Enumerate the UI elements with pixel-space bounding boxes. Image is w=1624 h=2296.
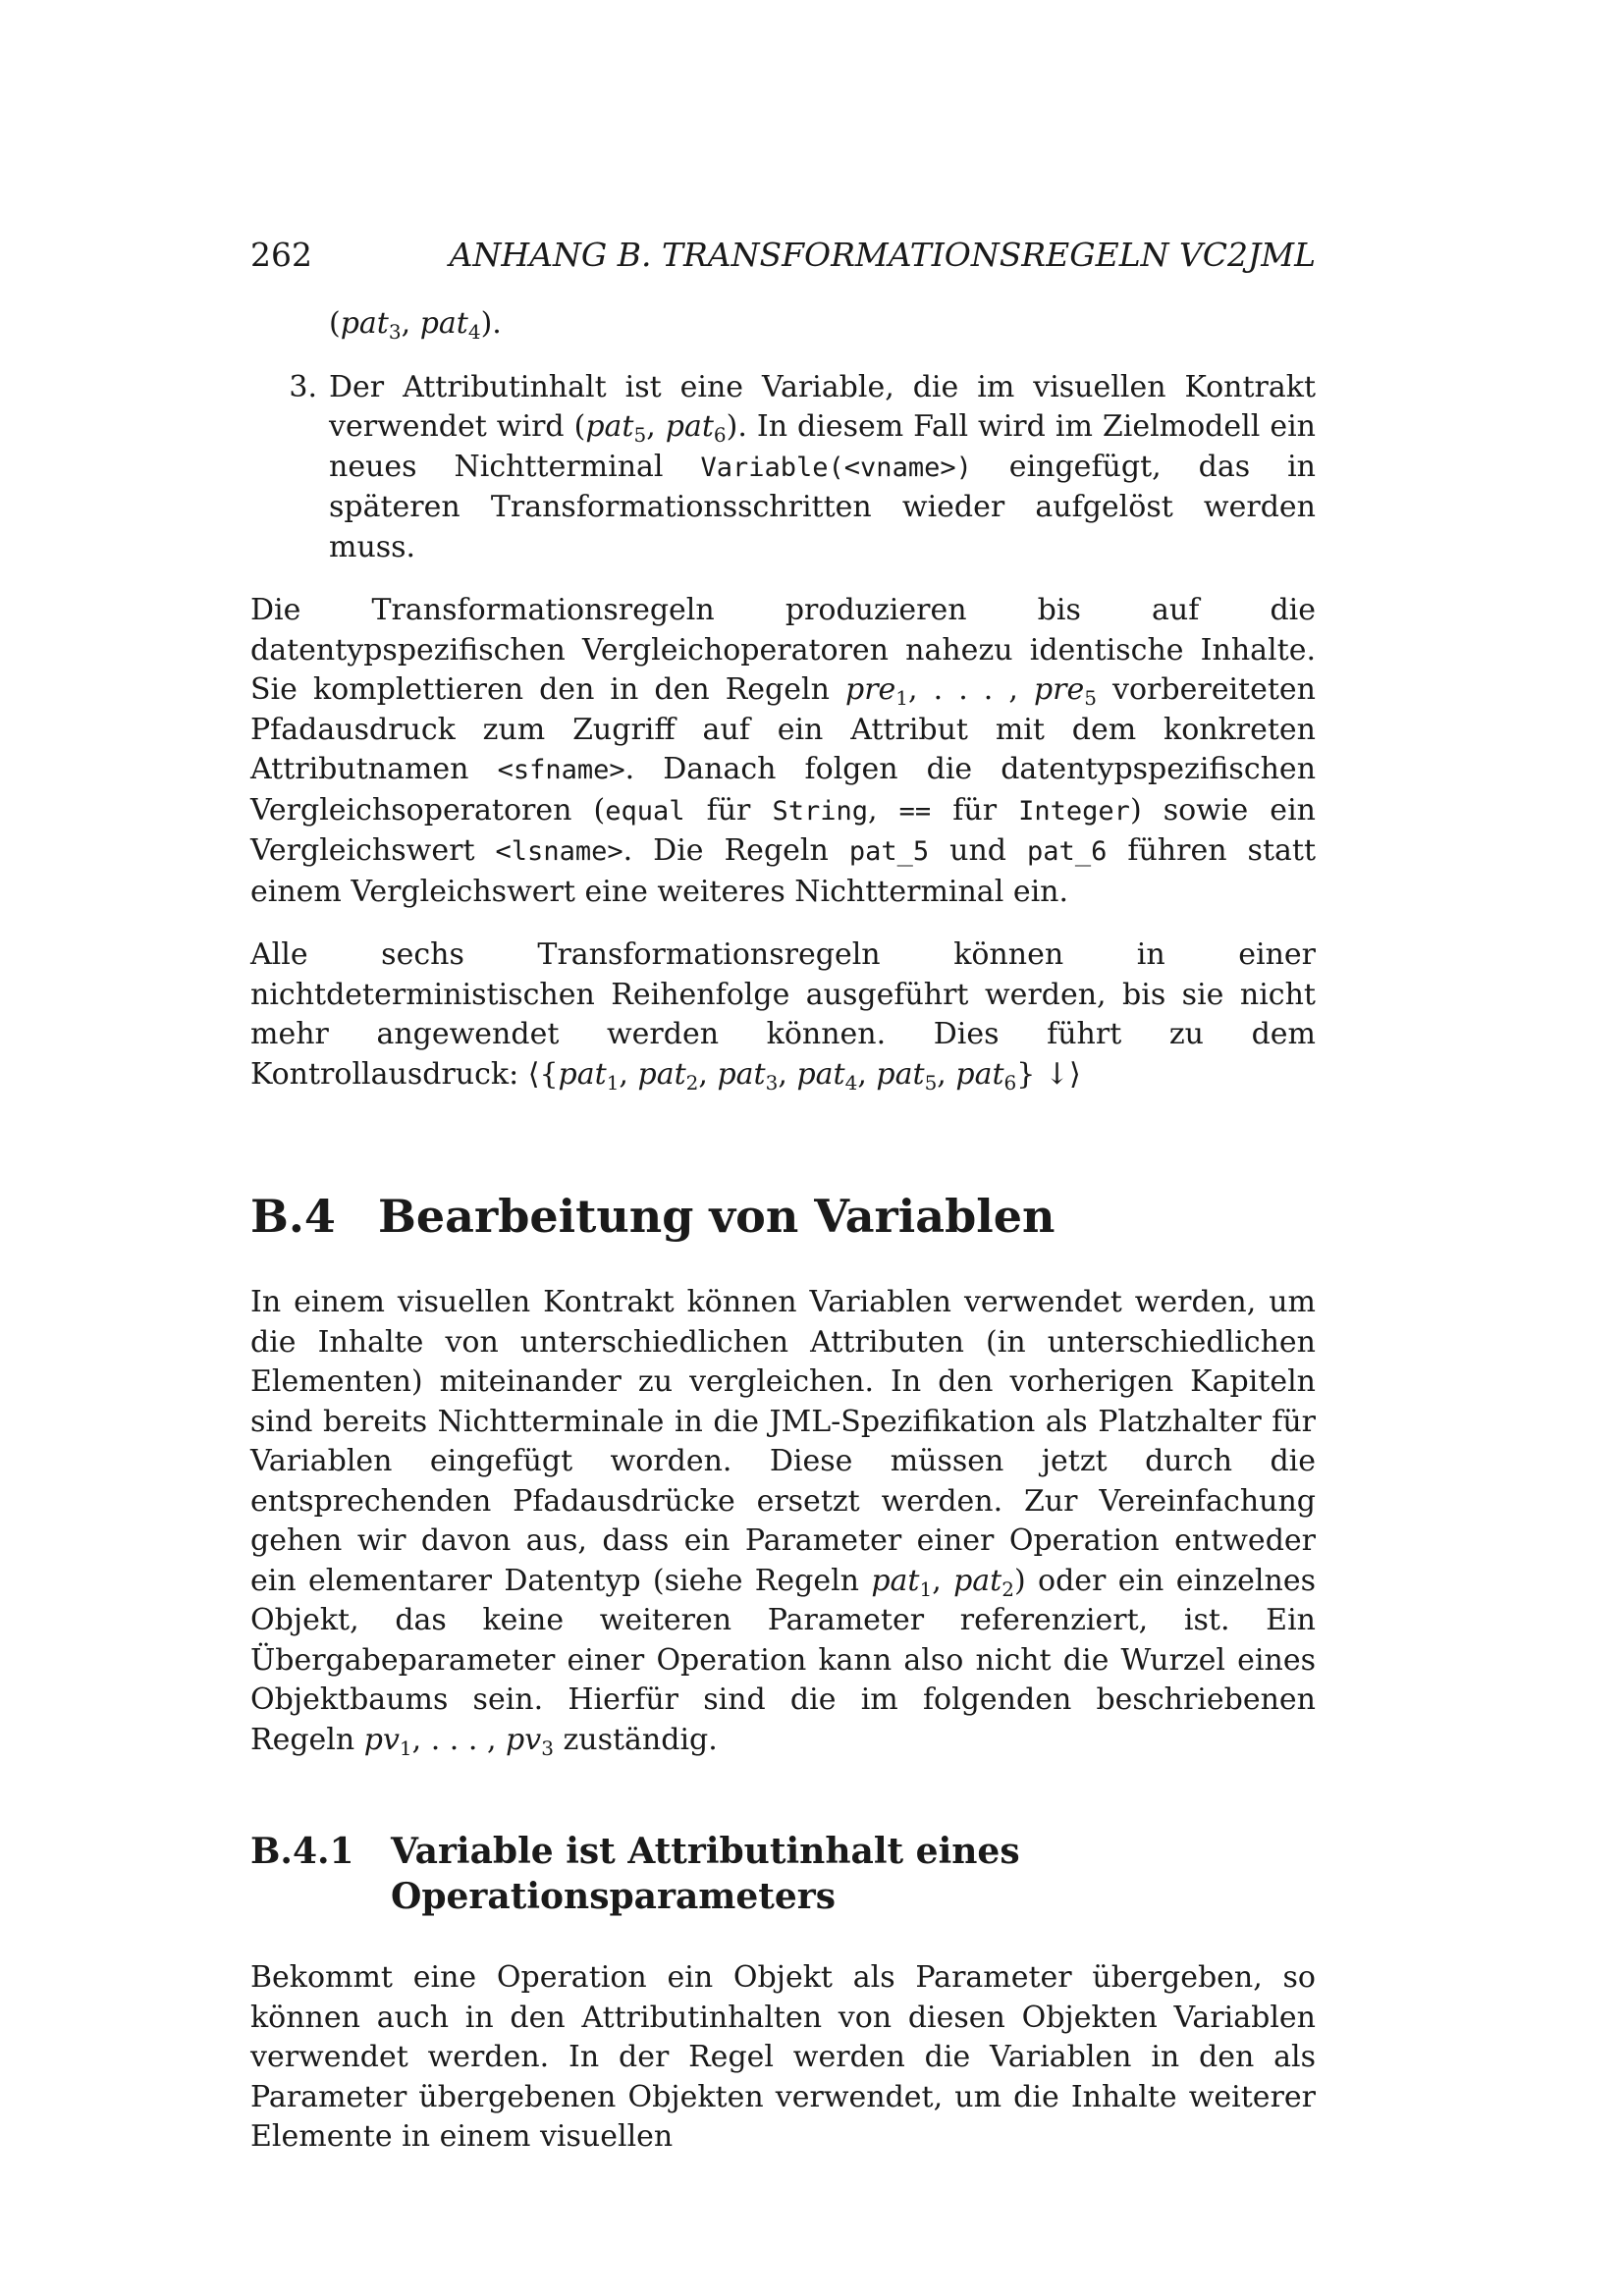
subsection-title: Variable ist Attributinhalt eines Operationsparameters bbox=[391, 1831, 1020, 1917]
chapter-title: ANHANG B. TRANSFORMATIONSREGELN VC2JML bbox=[449, 236, 1316, 274]
paragraph-variables: In einem visuellen Kontrakt können Variablen verwendet werden, um die Inhalte von unterschiedlichen Attributen (in unterschiedlichen Elementen) miteinander zu vergleichen. In den vorherigen Kapiteln sind bereits Nichtterminale in die JML-Spezifikation als Platzhalter für Variablen eingefügt worden. Diese müssen jetzt durch die entsprechenden Pfadausdrücke ersetzt werden. Zur Vereinfachung gehen wir davon aus, dass ein Parameter einer Operation entweder ein elementarer Datentyp (siehe Regeln pat$_1$, pat$_2$) oder ein einzelnes Objekt, das keine weiteren Parameter referenziert, ist. Ein Übergabeparameter einer Operation kann also nicht die Wurzel eines Objektbaums sein. Hierfür sind die im folgenden beschriebenen Regeln $pv_1$, . . . , $pv_3$ zuständig. bbox=[250, 1285, 1316, 1760]
paragraph-transformation-rules: Die Transformationsregeln produzieren bis auf die datentypspezifischen Vergleichoperatoren nahezu identische Inhalte. Sie komplettieren den in den Regeln pre$_1$, . . . , pre$_5$ vorbereiteten Pfadausdruck zum Zugriff auf ein Attribut mit dem konkreten Attributnamen <sfname>. Danach folgen die datentypspezifischen Vergleichsoperatoren (equal für String, == für Integer) sowie ein Vergleichswert <lsname>. Die Regeln pat_5 und pat_6 führen statt einem Vergleichswert eine weiteres Nichtterminal ein. bbox=[250, 593, 1317, 909]
paragraph-control-expression: Alle sechs Transformationsregeln können in einer nichtdeterministischen Reihenfolge ausgeführt werden, bis sie nicht mehr angewendet werden können. Dies führt zu dem Kontrollausdruck: ⟨{pat$_1$, pat$_2$, pat$_3$, pat$_4$, pat$_5$, pat$_6$} ↓⟩ bbox=[250, 937, 1316, 1095]
page bbox=[250, 236, 1316, 2158]
section-heading bbox=[250, 1189, 1316, 1244]
section-number: B.4 bbox=[250, 1190, 336, 1243]
list-item-text: Der Attributinhalt ist eine Variable, die im visuellen Kontrakt verwendet wird (pat$_5$, pat$_6$). In diesem Fall wird im Zielmodell ein neues Nichtterminal Variable(<vname>) eingefügt, das in späteren Transformationsschritten wieder aufgelöst werden muss. bbox=[329, 369, 1316, 564]
paragraph-operation-parameters: Bekommt eine Operation ein Objekt als Parameter übergeben, so können auch in den Attributinhalten von diesen Objekten Variablen verwendet werden. In der Regel werden die Variablen in den als Parameter übergebenen Objekten verwendet, um die Inhalte weiterer Elemente in einem visuellen bbox=[250, 1960, 1316, 2154]
subsection-heading bbox=[250, 1829, 1316, 1919]
page-number: 262 bbox=[250, 236, 312, 274]
running-header bbox=[250, 236, 1316, 275]
list-item-3 bbox=[250, 368, 1316, 568]
control-expression: ⟨{pat$_1$, pat$_2$, pat$_3$, pat$_4$, pat$_5$, pat$_6$} ↓⟩ bbox=[527, 1056, 1081, 1095]
list-item-number: 3. bbox=[289, 369, 317, 404]
code-variable: Variable(<vname>) bbox=[700, 452, 972, 483]
list-continuation: (pat$_3$, pat$_4$). bbox=[329, 306, 502, 344]
subsection-number: B.4.1 bbox=[250, 1831, 354, 1872]
section-title: Bearbeitung von Variablen bbox=[378, 1190, 1056, 1243]
